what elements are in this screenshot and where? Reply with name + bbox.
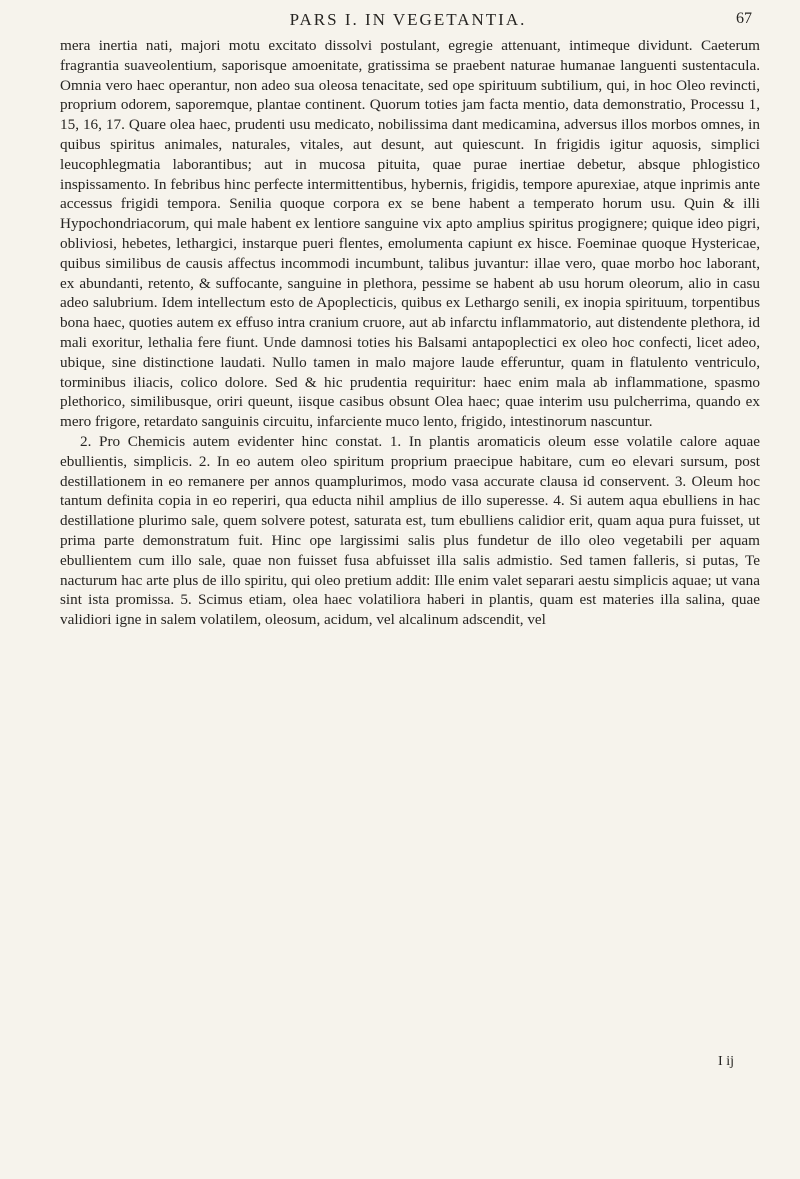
page-number: 67 <box>736 10 752 27</box>
main-text <box>60 36 760 630</box>
running-head: PARS I. IN VEGETANTIA. <box>289 10 527 29</box>
signature-mark-text: I ij <box>718 1054 734 1069</box>
page-header <box>58 10 758 34</box>
paragraph-chemical-section: 2. Pro Chemicis autem evidenter hinc constat. 1. In plantis aromaticis oleum esse volatile calore aquae ebullientis, simplicis. 2. In eo autem oleo spiritum proprium praecipue habitare, cum eo elevari sursum, post destillationem in eo remanere per annos quamplurimos, modo vasa accurate clausa id conservent. 3. Oleum hoc tantum definita copia in eo reperiri, qua educta nihil amplius de illo superesse. 4. Si autem aqua ebulliens in hac destillatione plurimo sale, quem solvere potest, saturata est, tum ebulliens calidior erit, quam aqua pura fuisset, ut prima parte demonstratum fuit. Hinc ope largissimi salis plus fundetur de illo oleo vegetabili per aquam ebullientem cum illo sale, quae non fuisset fusa abfuisset illa salis admistio. Sed tamen falleris, si putas, Te nacturum hac arte plus de illo spiritu, qui oleo pretium addit: Ille enim valet separari aestu simplicis aquae; ut vana sint ista promissa. 5. Scimus etiam, olea haec volatiliora haberi in plantis, quam est materies illa salina, quae validiori igne in salem volatilem, oleosum, acidum, vel alcalinum adscendit, vel <box>60 432 760 629</box>
signature-mark <box>58 1054 758 1070</box>
paragraph-continuation: mera inertia nati, majori motu excitato dissolvi postulant, egregie attenuant, intimeque dividunt. Caeterum fragrantia suaveolentium, saporisque amoenitate, gratissima se praebent naturae humanae languenti sustentacula. Omnia vero haec operantur, non adeo sua oleosa tenacitate, sed ope spirituum subtilium, qui, in hoc Oleo revincti, proprium odorem, saporemque, plantae continent. Quorum toties jam facta mentio, data demonstratio, Processu 1, 15, 16, 17. Quare olea haec, prudenti usu medicato, nobilissima dant medicamina, adversus illos morbos omnes, in quibus spiritus animales, naturales, vitales, aut desunt, aut quiescunt. In frigidis igitur aquosis, simplici leucophlegmatia laborantibus; aut in mucosa pituita, quae purae inertiae debetur, absque phlogistico inspissamento. In febribus hinc perfecte intermittentibus, hybernis, frigidis, tempore apurexiae, atque inprimis ante accessus frigidi tempora. Senilia quoque corpora ex se bene habent a temperato horum usu. Quin & illi Hypochondriacorum, qui male habent ex lentiore sanguine vix apto amplius spiritus progignere; quique ideo pigri, obliviosi, hebetes, lethargici, instarque pueri flentes, emolumenta capiunt ex hisce. Foeminae quoque Hystericae, quibus similibus de causis affectus incommodi incumbunt, talibus juvantur: illae vero, quae morbo hoc laborant, ex abundanti, retento, & suffocante, sanguine in plethora, pessime se habent ab usu horum oleorum, alio in casu adeo salubrium. Idem intellectum esto de Apoplecticis, quibus ex Lethargo senili, ex inopia spirituum, torpentibus bona haec, quoties autem ex effuso intra cranium cruore, aut ab infarctu inflammatorio, aut distendente plethora, id mali exoritur, lethalia fere fiunt. Unde damnosi toties his Balsami antapoplectici ex oleo hoc confecti, licet adeo, ubique, sine distinctione laudati. Nullo tamen in malo majore laude efferuntur, quam in flatulento ventriculo, torminibus iliacis, colico dolore. Sed & hic prudentia requiritur: haec enim mala ab inflammatione, spasmo plethorico, similibusque, oriri queunt, iisque casibus obsunt Olea haec; quae interim usu pulcherrima, quando ex mero frigore, retardato sanguinis circuitu, infarciente muco lento, frigido, intestinorum nascuntur. <box>60 37 760 431</box>
